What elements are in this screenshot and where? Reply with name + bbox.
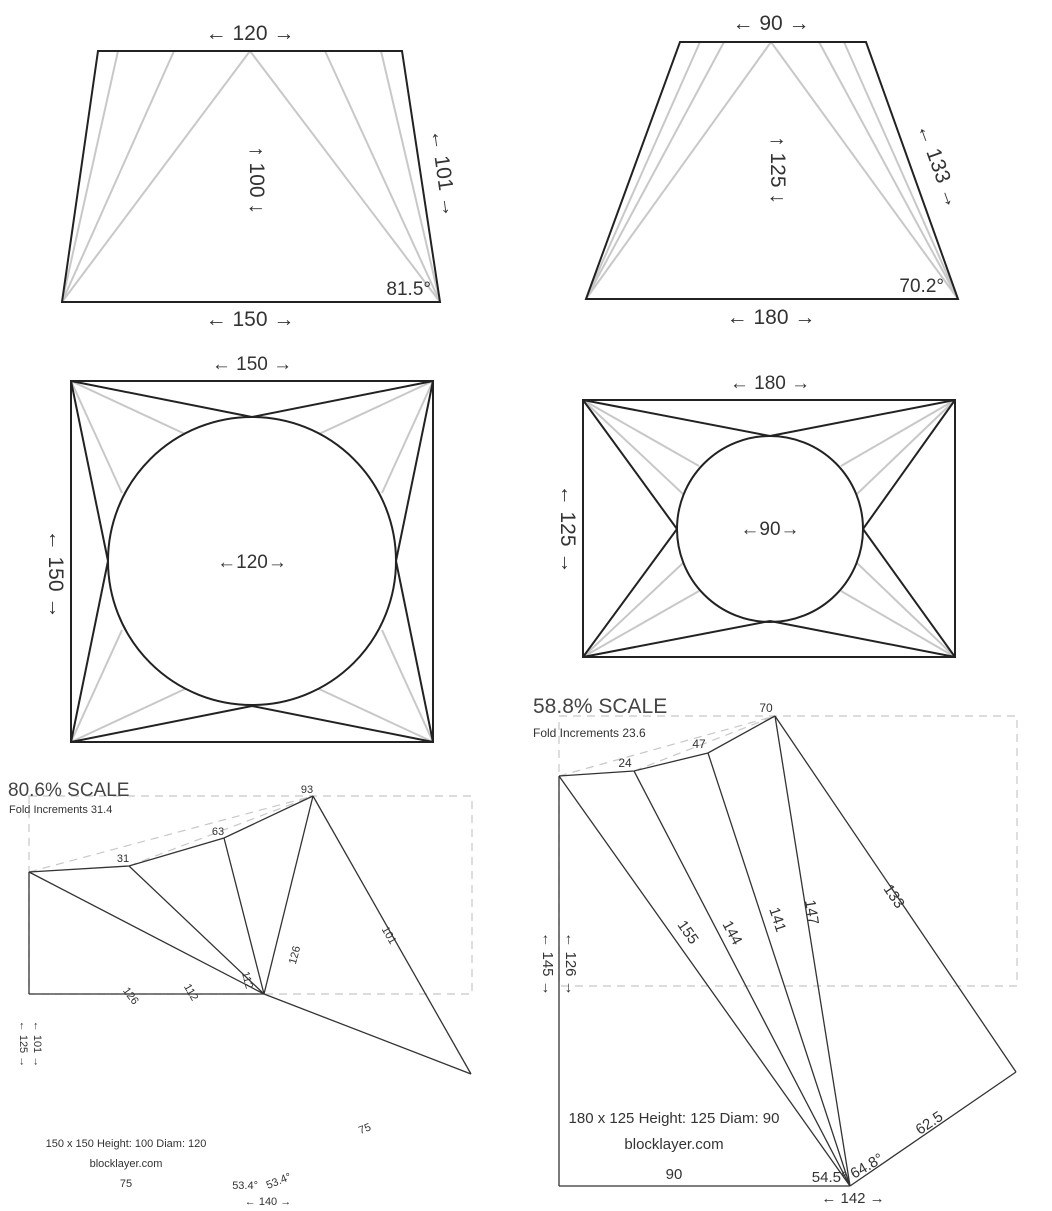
shade-180-angle-label: 70.2° [899, 276, 944, 297]
pattern-180-side-outer: ← 145 → [539, 932, 556, 996]
pattern-180 [533, 695, 1017, 1207]
pattern-180-edge-1: 24 [618, 756, 632, 770]
pattern-150-angle-right: 53.4° [264, 1170, 294, 1192]
shade-150-height-label: ↑ 100 ↓ [245, 146, 268, 214]
pattern-150-scale: 80.6% SCALE [8, 780, 130, 801]
plan-180 [556, 373, 955, 657]
pattern-150-base-label: ← 140 → [244, 1196, 292, 1208]
plan-180-diam-label: ←90→ [740, 519, 800, 540]
pattern-180-base-label: ← 142 → [821, 1190, 885, 1207]
plan-150-diam-label: ←120→ [217, 552, 287, 573]
shade-150-slant-label: ← 101 → [425, 127, 461, 219]
pattern-150-fold-5: 101 [378, 924, 399, 947]
shade-180-slant-label: ← 133 → [912, 120, 965, 212]
plan-180-side-label: ← 125 → [556, 484, 579, 574]
pattern-150-fold-2: 112 [181, 981, 201, 1004]
plan-150-top-label: ← 150 → [211, 354, 293, 375]
pattern-150-diag-len: 75 [357, 1121, 373, 1137]
pattern-180-fold-3: 141 [765, 905, 790, 935]
pattern-150-angle-left: 53.4° [232, 1180, 258, 1192]
pattern-180-scale: 58.8% SCALE [533, 695, 668, 718]
pattern-180-diag-len: 62.5 [912, 1108, 947, 1139]
shade-180-height-label: ↑ 125 ↓ [766, 136, 789, 204]
shade-150-bottom-label: ← 150 → [205, 308, 295, 331]
pattern-150-fold-increments: Fold Increments 31.4 [9, 804, 113, 816]
pattern-180-edge-3: 70 [759, 701, 773, 715]
pattern-150-edge-2: 63 [211, 826, 225, 838]
pattern-150-spec: 150 x 150 Height: 100 Diam: 120 [45, 1138, 207, 1150]
pattern-180-angle-left: 54.5° [811, 1169, 847, 1186]
pattern-150-edge-1: 31 [116, 853, 130, 865]
pattern-150-bottom-len: 75 [119, 1178, 133, 1190]
pattern-180-spec: 180 x 125 Height: 125 Diam: 90 [568, 1110, 780, 1127]
pattern-180-fold-increments: Fold Increments 23.6 [533, 726, 646, 740]
pattern-150-side-inner: ← 101 → [31, 1020, 43, 1068]
pattern-180-fold-4: 147 [801, 898, 822, 926]
plan-180-top-label: ← 180 → [729, 373, 811, 394]
plan-150-side-label: ← 150 → [44, 529, 67, 619]
shade-180-top-label: ← 90 → [732, 12, 810, 35]
pattern-150-fold-4: 126 [286, 944, 304, 966]
shade-150-elevation [62, 22, 461, 331]
pattern-150-fold-3: 112 [238, 970, 255, 991]
pattern-180-bottom-len: 90 [665, 1166, 683, 1183]
shade-180-elevation [586, 12, 964, 329]
pattern-180-fold-5: 133 [879, 881, 908, 912]
pattern-180-edge-2: 47 [692, 737, 706, 751]
pattern-150-fold-1: 126 [120, 985, 141, 1008]
pattern-150 [8, 780, 472, 1208]
pattern-180-fold-2: 144 [718, 917, 746, 948]
pattern-180-side-inner: ← 126 → [562, 932, 579, 996]
pattern-150-site: blocklayer.com [89, 1158, 163, 1170]
shade-150-top-label: ← 120 → [205, 22, 295, 45]
pattern-180-fold-1: 155 [673, 917, 702, 948]
pattern-150-side-outer: ← 125 → [17, 1020, 29, 1068]
pattern-180-angle-right: 64.8° [847, 1150, 887, 1183]
shade-180-bottom-label: ← 180 → [726, 306, 816, 329]
shade-150-angle-label: 81.5° [386, 279, 431, 300]
pattern-180-site: blocklayer.com [624, 1136, 724, 1153]
plan-150 [44, 354, 433, 742]
pattern-150-edge-3: 93 [300, 784, 314, 796]
